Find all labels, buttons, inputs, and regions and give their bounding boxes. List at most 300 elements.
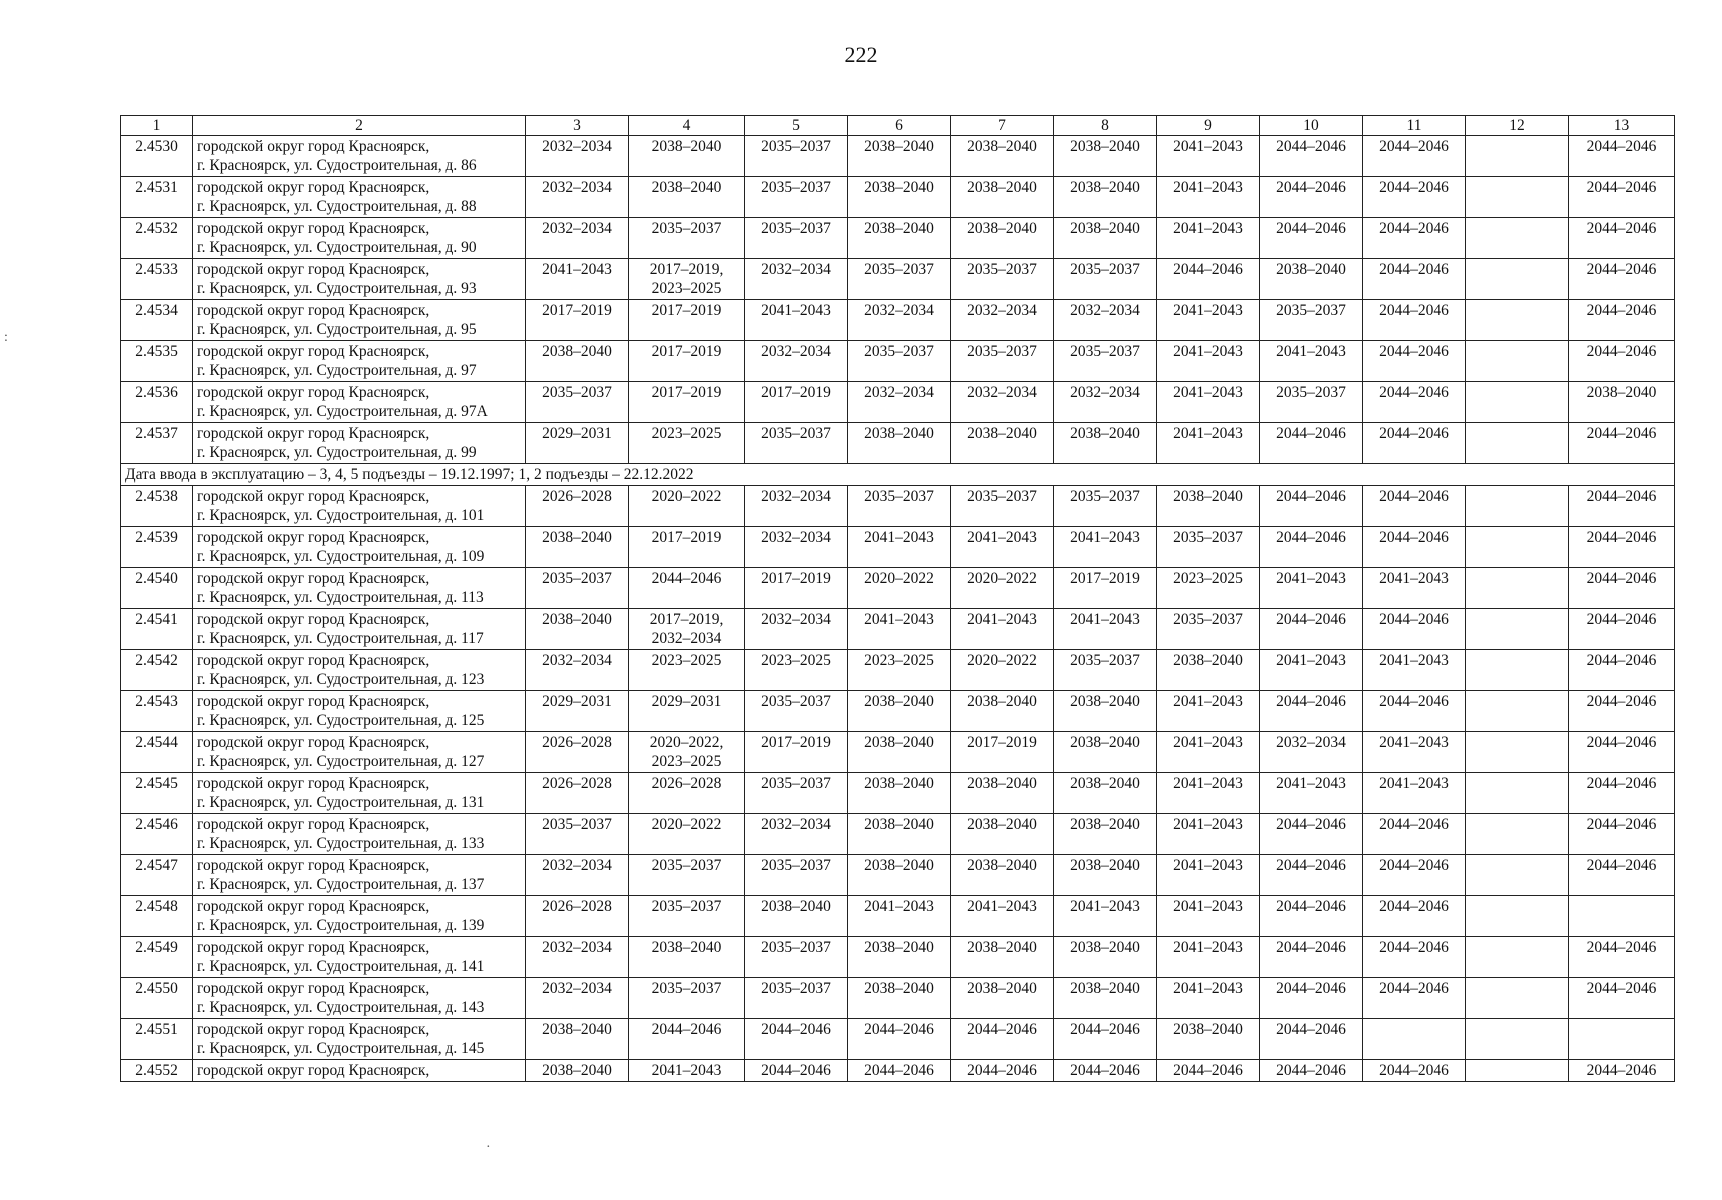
period-cell: 2038–2040 xyxy=(1054,732,1157,773)
period-cell xyxy=(1466,486,1569,527)
period-cell: 2035–2037 xyxy=(745,691,848,732)
period-cell: 2038–2040 xyxy=(1157,1019,1260,1060)
table-row xyxy=(121,341,1675,382)
period-cell: 2044–2046 xyxy=(1569,136,1675,177)
period-cell: 2035–2037 xyxy=(629,896,745,937)
period-cell: 2044–2046 xyxy=(1569,568,1675,609)
address-street: г. Красноярск, ул. Судостроительная, д. 123 xyxy=(197,671,485,688)
period-cell: 2044–2046 xyxy=(1363,978,1466,1019)
period-cell: 2038–2040 xyxy=(848,691,951,732)
period-cell: 2035–2037 xyxy=(1157,527,1260,568)
period-cell: 2041–2043 xyxy=(1157,218,1260,259)
period-cell: 2038–2040 xyxy=(526,1019,629,1060)
address-cell xyxy=(193,855,526,896)
period-cell: 2038–2040 xyxy=(1054,136,1157,177)
row-number: 2.4548 xyxy=(121,896,193,937)
period-cell: 2044–2046 xyxy=(1363,259,1466,300)
column-header: 11 xyxy=(1363,116,1466,136)
period-cell: 2023–2025 xyxy=(629,423,745,464)
period-line: 2023–2025 xyxy=(651,280,722,297)
period-cell: 2044–2046 xyxy=(1569,732,1675,773)
period-cell: 2041–2043 xyxy=(745,300,848,341)
period-cell: 2044–2046 xyxy=(1054,1019,1157,1060)
period-cell: 2035–2037 xyxy=(951,259,1054,300)
period-cell: 2044–2046 xyxy=(1363,691,1466,732)
period-cell: 2041–2043 xyxy=(1363,773,1466,814)
period-cell: 2035–2037 xyxy=(629,218,745,259)
period-cell: 2038–2040 xyxy=(526,527,629,568)
address-district: городской округ город Красноярск, xyxy=(197,138,430,155)
scan-speck: : xyxy=(4,330,8,345)
period-cell: 2032–2034 xyxy=(1054,300,1157,341)
period-cell: 2044–2046 xyxy=(1569,218,1675,259)
period-cell: 2044–2046 xyxy=(1569,814,1675,855)
table-row xyxy=(121,177,1675,218)
address-street: г. Красноярск, ул. Судостроительная, д. 97А xyxy=(197,403,488,420)
period-cell: 2017–2019 xyxy=(526,300,629,341)
page-number: 222 xyxy=(844,42,878,67)
address-cell xyxy=(193,609,526,650)
period-cell: 2035–2037 xyxy=(745,177,848,218)
address-cell xyxy=(193,382,526,423)
period-cell: 2044–2046 xyxy=(1363,177,1466,218)
period-cell: 2017–2019 xyxy=(745,732,848,773)
period-cell: 2044–2046 xyxy=(1569,486,1675,527)
period-cell: 2038–2040 xyxy=(526,1060,629,1082)
table-row xyxy=(121,382,1675,423)
table-row xyxy=(121,937,1675,978)
address-district: городской округ город Красноярск, xyxy=(197,980,430,997)
address-cell xyxy=(193,691,526,732)
period-cell: 2020–2022 xyxy=(848,568,951,609)
period-cell: 2026–2028 xyxy=(526,896,629,937)
period-cell: 2038–2040 xyxy=(745,896,848,937)
address-district: городской округ город Красноярск, xyxy=(197,179,430,196)
period-cell: 2035–2037 xyxy=(1054,486,1157,527)
period-cell: 2041–2043 xyxy=(1054,527,1157,568)
period-cell: 2032–2034 xyxy=(526,855,629,896)
period-cell: 2038–2040 xyxy=(1054,773,1157,814)
row-number: 2.4545 xyxy=(121,773,193,814)
table-row xyxy=(121,855,1675,896)
period-cell: 2041–2043 xyxy=(1260,773,1363,814)
period-cell: 2032–2034 xyxy=(745,609,848,650)
table-row xyxy=(121,732,1675,773)
row-number: 2.4536 xyxy=(121,382,193,423)
address-street: г. Красноярск, ул. Судостроительная, д. 97 xyxy=(197,362,477,379)
address-street: г. Красноярск, ул. Судостроительная, д. 131 xyxy=(197,794,485,811)
period-cell xyxy=(1466,423,1569,464)
note-row xyxy=(121,464,1675,486)
period-cell: 2044–2046 xyxy=(1260,896,1363,937)
period-cell: 2038–2040 xyxy=(848,177,951,218)
period-cell: 2041–2043 xyxy=(1260,341,1363,382)
period-cell: 2044–2046 xyxy=(1260,937,1363,978)
address-district: городской округ город Красноярск, xyxy=(197,384,430,401)
period-cell: 2032–2034 xyxy=(1260,732,1363,773)
period-cell: 2032–2034 xyxy=(848,300,951,341)
register-table xyxy=(120,115,1675,1082)
address-district: городской округ город Красноярск, xyxy=(197,1062,430,1079)
period-cell: 2038–2040 xyxy=(1054,978,1157,1019)
period-cell: 2032–2034 xyxy=(526,650,629,691)
period-cell: 2041–2043 xyxy=(951,609,1054,650)
period-cell: 2044–2046 xyxy=(1363,814,1466,855)
period-cell: 2032–2034 xyxy=(951,300,1054,341)
address-district: городской округ город Красноярск, xyxy=(197,611,430,628)
period-cell: 2044–2046 xyxy=(1569,259,1675,300)
address-street: г. Красноярск, ул. Судостроительная, д. 109 xyxy=(197,548,485,565)
period-cell: 2035–2037 xyxy=(526,568,629,609)
address-street: г. Красноярск, ул. Судостроительная, д. 93 xyxy=(197,280,477,297)
period-cell xyxy=(1466,609,1569,650)
row-number: 2.4539 xyxy=(121,527,193,568)
period-cell: 2017–2019 xyxy=(629,341,745,382)
period-cell: 2032–2034 xyxy=(951,382,1054,423)
period-cell: 2044–2046 xyxy=(1363,341,1466,382)
address-district: городской округ город Красноярск, xyxy=(197,652,430,669)
column-header: 6 xyxy=(848,116,951,136)
row-number: 2.4538 xyxy=(121,486,193,527)
period-cell: 2044–2046 xyxy=(1363,896,1466,937)
period-cell: 2044–2046 xyxy=(1260,1060,1363,1082)
period-cell: 2041–2043 xyxy=(1157,773,1260,814)
address-cell xyxy=(193,486,526,527)
period-cell: 2044–2046 xyxy=(1260,978,1363,1019)
table-row xyxy=(121,486,1675,527)
period-cell: 2044–2046 xyxy=(1569,650,1675,691)
period-cell xyxy=(1466,382,1569,423)
period-cell: 2035–2037 xyxy=(745,136,848,177)
period-cell xyxy=(1466,937,1569,978)
period-cell: 2032–2034 xyxy=(526,136,629,177)
table-row xyxy=(121,814,1675,855)
period-cell: 2020–2022 xyxy=(629,486,745,527)
period-cell: 2041–2043 xyxy=(1363,568,1466,609)
column-header: 9 xyxy=(1157,116,1260,136)
period-cell xyxy=(1466,773,1569,814)
period-cell: 2038–2040 xyxy=(1157,650,1260,691)
period-cell: 2041–2043 xyxy=(1157,937,1260,978)
period-cell: 2035–2037 xyxy=(1054,650,1157,691)
period-cell: 2044–2046 xyxy=(745,1019,848,1060)
address-street: г. Красноярск, ул. Судостроительная, д. 90 xyxy=(197,239,477,256)
period-cell: 2044–2046 xyxy=(951,1019,1054,1060)
period-cell: 2017–2019 xyxy=(745,568,848,609)
period-cell: 2035–2037 xyxy=(526,814,629,855)
address-cell xyxy=(193,218,526,259)
table-row xyxy=(121,1019,1675,1060)
period-cell: 2035–2037 xyxy=(745,423,848,464)
address-district: городской округ город Красноярск, xyxy=(197,261,430,278)
row-number: 2.4551 xyxy=(121,1019,193,1060)
period-cell: 2038–2040 xyxy=(951,423,1054,464)
table-row xyxy=(121,423,1675,464)
period-cell: 2035–2037 xyxy=(745,978,848,1019)
period-cell: 2044–2046 xyxy=(745,1060,848,1082)
period-cell: 2038–2040 xyxy=(848,423,951,464)
period-cell: 2044–2046 xyxy=(1054,1060,1157,1082)
period-cell: 2041–2043 xyxy=(1157,896,1260,937)
period-cell: 2044–2046 xyxy=(1260,1019,1363,1060)
period-cell xyxy=(1363,1019,1466,1060)
period-cell: 2026–2028 xyxy=(526,732,629,773)
period-cell xyxy=(1466,218,1569,259)
row-number: 2.4542 xyxy=(121,650,193,691)
period-cell: 2041–2043 xyxy=(1260,650,1363,691)
column-header: 7 xyxy=(951,116,1054,136)
table-row xyxy=(121,773,1675,814)
period-cell: 2038–2040 xyxy=(848,855,951,896)
period-cell: 2035–2037 xyxy=(526,382,629,423)
period-cell: 2035–2037 xyxy=(848,486,951,527)
period-cell: 2038–2040 xyxy=(848,937,951,978)
address-street: г. Красноярск, ул. Судостроительная, д. 88 xyxy=(197,198,477,215)
period-cell: 2044–2046 xyxy=(1569,937,1675,978)
period-cell: 2044–2046 xyxy=(629,568,745,609)
period-cell: 2026–2028 xyxy=(629,773,745,814)
period-cell xyxy=(629,259,745,300)
address-district: городской округ город Красноярск, xyxy=(197,302,430,319)
period-cell: 2044–2046 xyxy=(1363,218,1466,259)
period-cell: 2020–2022 xyxy=(951,568,1054,609)
period-cell: 2038–2040 xyxy=(629,136,745,177)
period-cell: 2044–2046 xyxy=(1569,423,1675,464)
period-cell: 2029–2031 xyxy=(526,691,629,732)
period-cell: 2038–2040 xyxy=(1569,382,1675,423)
period-cell: 2041–2043 xyxy=(1157,855,1260,896)
period-cell: 2044–2046 xyxy=(1157,1060,1260,1082)
address-cell xyxy=(193,300,526,341)
period-cell: 2041–2043 xyxy=(1363,650,1466,691)
address-cell xyxy=(193,732,526,773)
period-cell: 2038–2040 xyxy=(951,691,1054,732)
period-cell xyxy=(1466,1019,1569,1060)
period-cell: 2041–2043 xyxy=(1157,382,1260,423)
row-number: 2.4532 xyxy=(121,218,193,259)
period-cell xyxy=(1466,527,1569,568)
period-cell: 2035–2037 xyxy=(629,855,745,896)
period-cell: 2044–2046 xyxy=(1569,300,1675,341)
period-cell: 2041–2043 xyxy=(1363,732,1466,773)
column-header: 12 xyxy=(1466,116,1569,136)
period-cell: 2041–2043 xyxy=(1157,732,1260,773)
period-cell xyxy=(1466,1060,1569,1082)
row-number: 2.4534 xyxy=(121,300,193,341)
period-cell xyxy=(1466,978,1569,1019)
period-cell: 2044–2046 xyxy=(1569,341,1675,382)
period-cell: 2044–2046 xyxy=(1363,136,1466,177)
period-cell: 2041–2043 xyxy=(951,527,1054,568)
period-cell xyxy=(1466,177,1569,218)
commissioning-note: Дата ввода в эксплуатацию – 3, 4, 5 подъезды – 19.12.1997; 1, 2 подъезды – 22.12.2022 xyxy=(121,464,1675,486)
row-number: 2.4537 xyxy=(121,423,193,464)
period-cell: 2041–2043 xyxy=(1157,300,1260,341)
period-cell: 2020–2022 xyxy=(951,650,1054,691)
address-street: г. Красноярск, ул. Судостроительная, д. 113 xyxy=(197,589,484,606)
period-cell: 2044–2046 xyxy=(1569,978,1675,1019)
row-number: 2.4531 xyxy=(121,177,193,218)
row-number: 2.4549 xyxy=(121,937,193,978)
period-cell: 2041–2043 xyxy=(1157,341,1260,382)
period-cell: 2032–2034 xyxy=(526,177,629,218)
period-cell: 2035–2037 xyxy=(1054,341,1157,382)
period-cell: 2032–2034 xyxy=(745,527,848,568)
period-cell: 2044–2046 xyxy=(1260,136,1363,177)
address-cell xyxy=(193,773,526,814)
address-cell xyxy=(193,177,526,218)
period-cell xyxy=(1569,896,1675,937)
period-cell: 2044–2046 xyxy=(1363,382,1466,423)
column-header: 13 xyxy=(1569,116,1675,136)
period-cell: 2041–2043 xyxy=(1054,896,1157,937)
period-cell xyxy=(1466,732,1569,773)
period-cell: 2035–2037 xyxy=(848,341,951,382)
period-cell: 2038–2040 xyxy=(848,136,951,177)
row-number: 2.4546 xyxy=(121,814,193,855)
table-row xyxy=(121,300,1675,341)
table-row xyxy=(121,1060,1675,1082)
address-district: городской округ город Красноярск, xyxy=(197,220,430,237)
period-cell: 2041–2043 xyxy=(1157,423,1260,464)
period-cell: 2044–2046 xyxy=(1260,814,1363,855)
address-street: г. Красноярск, ул. Судостроительная, д. 125 xyxy=(197,712,485,729)
row-number: 2.4535 xyxy=(121,341,193,382)
table-row xyxy=(121,136,1675,177)
period-cell: 2038–2040 xyxy=(951,773,1054,814)
period-cell: 2044–2046 xyxy=(629,1019,745,1060)
table-row xyxy=(121,691,1675,732)
period-cell: 2041–2043 xyxy=(848,527,951,568)
period-cell: 2038–2040 xyxy=(1260,259,1363,300)
period-line: 2020–2022, xyxy=(649,734,724,751)
period-cell xyxy=(1466,568,1569,609)
period-cell: 2041–2043 xyxy=(1157,691,1260,732)
table-row xyxy=(121,568,1675,609)
period-cell: 2035–2037 xyxy=(1260,382,1363,423)
period-cell: 2038–2040 xyxy=(1054,177,1157,218)
period-cell: 2044–2046 xyxy=(1260,855,1363,896)
period-cell: 2044–2046 xyxy=(1260,218,1363,259)
period-cell: 2038–2040 xyxy=(848,732,951,773)
address-street: г. Красноярск, ул. Судостроительная, д. 101 xyxy=(197,507,485,524)
period-cell: 2044–2046 xyxy=(1363,1060,1466,1082)
period-cell xyxy=(1466,259,1569,300)
period-line: 2023–2025 xyxy=(651,753,722,770)
period-cell: 2044–2046 xyxy=(1569,691,1675,732)
period-cell: 2044–2046 xyxy=(1363,300,1466,341)
period-cell: 2032–2034 xyxy=(745,341,848,382)
period-cell: 2035–2037 xyxy=(745,218,848,259)
period-cell: 2035–2037 xyxy=(1054,259,1157,300)
period-cell: 2038–2040 xyxy=(951,937,1054,978)
address-district: городской округ город Красноярск, xyxy=(197,898,430,915)
period-cell: 2038–2040 xyxy=(1054,218,1157,259)
period-cell xyxy=(629,609,745,650)
address-cell xyxy=(193,1019,526,1060)
address-cell xyxy=(193,978,526,1019)
period-cell: 2026–2028 xyxy=(526,486,629,527)
period-cell: 2041–2043 xyxy=(1157,136,1260,177)
period-cell: 2041–2043 xyxy=(1157,978,1260,1019)
address-street: г. Красноярск, ул. Судостроительная, д. 139 xyxy=(197,917,485,934)
row-number: 2.4547 xyxy=(121,855,193,896)
scan-speck: · xyxy=(486,1140,491,1155)
table-row xyxy=(121,896,1675,937)
address-street: г. Красноярск, ул. Судостроительная, д. 133 xyxy=(197,835,485,852)
column-header: 5 xyxy=(745,116,848,136)
period-cell xyxy=(1466,300,1569,341)
period-cell: 2023–2025 xyxy=(1157,568,1260,609)
column-header: 3 xyxy=(526,116,629,136)
period-cell: 2044–2046 xyxy=(1260,609,1363,650)
period-cell: 2032–2034 xyxy=(526,218,629,259)
address-cell xyxy=(193,527,526,568)
period-cell: 2032–2034 xyxy=(745,486,848,527)
row-number: 2.4530 xyxy=(121,136,193,177)
period-cell: 2044–2046 xyxy=(1260,423,1363,464)
period-cell: 2038–2040 xyxy=(526,609,629,650)
address-street: г. Красноярск, ул. Судостроительная, д. 141 xyxy=(197,958,485,975)
period-cell: 2044–2046 xyxy=(1363,486,1466,527)
column-header: 10 xyxy=(1260,116,1363,136)
period-cell: 2044–2046 xyxy=(1569,773,1675,814)
period-cell: 2044–2046 xyxy=(1363,855,1466,896)
period-cell: 2041–2043 xyxy=(848,609,951,650)
period-cell: 2044–2046 xyxy=(951,1060,1054,1082)
period-cell: 2035–2037 xyxy=(745,855,848,896)
address-street: г. Красноярск, ул. Судостроительная, д. 86 xyxy=(197,157,477,174)
period-cell: 2026–2028 xyxy=(526,773,629,814)
period-cell: 2038–2040 xyxy=(1157,486,1260,527)
period-cell: 2035–2037 xyxy=(745,773,848,814)
period-cell: 2029–2031 xyxy=(629,691,745,732)
period-cell: 2038–2040 xyxy=(1054,814,1157,855)
period-cell: 2023–2025 xyxy=(629,650,745,691)
period-line: 2017–2019, xyxy=(649,611,724,628)
address-district: городской округ город Красноярск, xyxy=(197,775,430,792)
period-cell: 2035–2037 xyxy=(745,937,848,978)
period-cell: 2035–2037 xyxy=(1157,609,1260,650)
table-row xyxy=(121,218,1675,259)
period-cell: 2023–2025 xyxy=(745,650,848,691)
period-cell: 2044–2046 xyxy=(1363,937,1466,978)
period-cell: 2041–2043 xyxy=(951,896,1054,937)
period-cell: 2044–2046 xyxy=(1260,486,1363,527)
period-cell: 2032–2034 xyxy=(526,937,629,978)
period-cell xyxy=(1466,136,1569,177)
period-line: 2017–2019, xyxy=(649,261,724,278)
period-cell xyxy=(1569,1019,1675,1060)
period-cell: 2041–2043 xyxy=(1157,177,1260,218)
period-cell: 2044–2046 xyxy=(1260,177,1363,218)
row-number: 2.4540 xyxy=(121,568,193,609)
period-cell xyxy=(1466,855,1569,896)
period-cell: 2044–2046 xyxy=(848,1060,951,1082)
period-cell: 2044–2046 xyxy=(1157,259,1260,300)
period-cell xyxy=(1466,341,1569,382)
address-cell xyxy=(193,568,526,609)
address-district: городской округ город Красноярск, xyxy=(197,529,430,546)
period-cell: 2020–2022 xyxy=(629,814,745,855)
period-cell: 2041–2043 xyxy=(848,896,951,937)
period-cell: 2017–2019 xyxy=(629,300,745,341)
address-street: г. Красноярск, ул. Судостроительная, д. 95 xyxy=(197,321,477,338)
period-cell: 2038–2040 xyxy=(629,177,745,218)
period-cell: 2044–2046 xyxy=(1569,177,1675,218)
period-cell: 2038–2040 xyxy=(951,177,1054,218)
address-street: г. Красноярск, ул. Судостроительная, д. 137 xyxy=(197,876,485,893)
